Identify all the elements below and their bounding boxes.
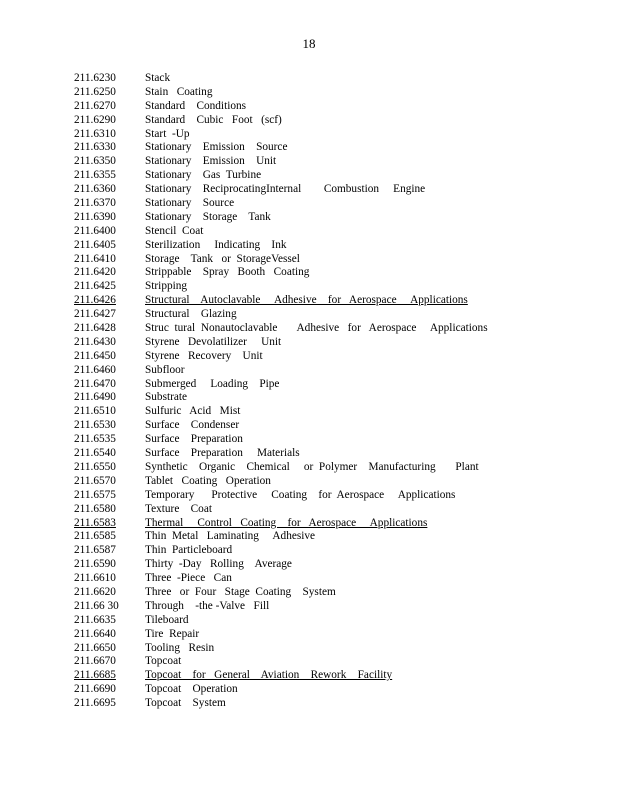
- defined-term: Substrate: [145, 391, 188, 404]
- section-number: 211.6690: [74, 683, 116, 696]
- list-item: [74, 141, 544, 155]
- section-number: 211.6405: [74, 238, 116, 251]
- defined-term: Topcoat System: [145, 697, 226, 710]
- defined-term: Stationary Source: [145, 197, 235, 210]
- defined-term: Start -Up: [145, 127, 190, 140]
- section-number: 211.6400: [74, 224, 116, 237]
- list-item: [74, 114, 544, 128]
- defined-term: Topcoat: [145, 655, 182, 668]
- list-item: [74, 391, 544, 405]
- section-number: 211.6360: [74, 183, 116, 196]
- section-number: 211.6410: [74, 252, 116, 265]
- list-item: [74, 183, 544, 197]
- list-item: [74, 558, 544, 572]
- defined-term: Styrene Recovery Unit: [145, 349, 263, 362]
- list-item: [74, 294, 544, 308]
- section-number: 211.6585: [74, 530, 116, 543]
- defined-term: Stationary Emission Source: [145, 141, 288, 154]
- list-item: [74, 239, 544, 253]
- list-item: [74, 517, 544, 531]
- list-item: [74, 280, 544, 294]
- defined-term: Stationary Storage Tank: [145, 210, 271, 223]
- section-number: 211.6635: [74, 613, 116, 626]
- list-item: [74, 336, 544, 350]
- list-item: [74, 586, 544, 600]
- defined-term: Topcoat Operation: [145, 683, 238, 696]
- section-number: 211.6695: [74, 697, 116, 710]
- list-item: [74, 405, 544, 419]
- defined-term: Topcoat for General Aviation Rework Facility: [145, 669, 393, 682]
- section-number: 211.6575: [74, 488, 116, 501]
- section-number: 211.6570: [74, 474, 116, 487]
- defined-term: Three or Four Stage Coating System: [145, 585, 336, 598]
- section-number: 211.6426: [74, 294, 116, 307]
- defined-term: Tablet Coating Operation: [145, 474, 271, 487]
- list-item: [74, 669, 544, 683]
- defined-term: Thermal Control Coating for Aerospace Applications: [145, 516, 428, 529]
- list-item: [74, 308, 544, 322]
- defined-term: Stack: [145, 72, 171, 84]
- section-number: 211.6420: [74, 266, 116, 279]
- list-item: [74, 544, 544, 558]
- defined-term: Stationary Emission Unit: [145, 155, 277, 168]
- list-item: [74, 447, 544, 461]
- defined-term: Struc tural Nonautoclavable Adhesive for Aerospace Applications: [145, 322, 488, 335]
- section-number: 211.6290: [74, 113, 116, 126]
- section-number: 211.6685: [74, 669, 116, 682]
- defined-term: Tooling Resin: [145, 641, 215, 654]
- section-number: 211.6580: [74, 502, 116, 515]
- defined-term: Thirty -Day Rolling Average: [145, 558, 292, 571]
- defined-term: Surface Condenser: [145, 419, 240, 432]
- defined-term: Through -the -Valve Fill: [145, 599, 270, 612]
- defined-term: Stencil Coat: [145, 224, 204, 237]
- list-item: [74, 614, 544, 628]
- defined-term: Styrene Devolatilizer Unit: [145, 335, 282, 348]
- list-item: [74, 433, 544, 447]
- defined-term: Tileboard: [145, 613, 189, 626]
- list-item: [74, 253, 544, 267]
- section-number: 211.6587: [74, 544, 116, 557]
- list-item: [74, 72, 544, 86]
- section-number: 211.6430: [74, 335, 116, 348]
- section-number: 211.6355: [74, 169, 116, 182]
- defined-term: Sulfuric Acid Mist: [145, 405, 241, 418]
- list-item: [74, 419, 544, 433]
- list-item: [74, 697, 544, 711]
- section-number: 211.6470: [74, 377, 116, 390]
- section-number: 211.6460: [74, 363, 116, 376]
- list-item: [74, 530, 544, 544]
- list-item: [74, 489, 544, 503]
- section-number: 211.6490: [74, 391, 116, 404]
- section-number: 211.6350: [74, 155, 116, 168]
- section-number: 211.6250: [74, 85, 116, 98]
- section-number: 211.6535: [74, 433, 116, 446]
- section-number: 211.66 30: [74, 599, 119, 612]
- list-item: [74, 655, 544, 669]
- list-item: [74, 364, 544, 378]
- list-item: [74, 128, 544, 142]
- list-item: [74, 350, 544, 364]
- defined-term: Standard Cubic Foot (scf): [145, 113, 282, 126]
- section-number: 211.6610: [74, 572, 116, 585]
- defined-term: Submerged Loading Pipe: [145, 377, 280, 390]
- section-number: 211.6425: [74, 280, 116, 293]
- defined-term: Surface Preparation: [145, 433, 243, 446]
- section-number: 211.6390: [74, 210, 116, 223]
- list-item: [74, 100, 544, 114]
- section-number: 211.6310: [74, 127, 116, 140]
- list-item: [74, 475, 544, 489]
- section-number: 211.6620: [74, 585, 116, 598]
- list-item: [74, 378, 544, 392]
- defined-term: Sterilization Indicating Ink: [145, 238, 287, 251]
- defined-term: Storage Tank or StorageVessel: [145, 252, 300, 265]
- section-number: 211.6670: [74, 655, 116, 668]
- section-number: 211.6428: [74, 322, 116, 335]
- defined-term: Subfloor: [145, 363, 185, 376]
- defined-term: Synthetic Organic Chemical or Polymer Manufacturing Plant: [145, 460, 479, 473]
- list-item: [74, 225, 544, 239]
- list-item: [74, 683, 544, 697]
- section-number: 211.6230: [74, 72, 116, 84]
- page-number: 18: [302, 36, 316, 51]
- list-item: [74, 322, 544, 336]
- section-number: 211.6530: [74, 419, 116, 432]
- list-item: [74, 461, 544, 475]
- section-number: 211.6370: [74, 197, 116, 210]
- section-number: 211.6650: [74, 641, 116, 654]
- list-item: [74, 600, 544, 614]
- defined-term: Stationary ReciprocatingInternal Combustion Engine: [145, 183, 426, 196]
- section-number: 211.6450: [74, 349, 116, 362]
- section-number: 211.6550: [74, 460, 116, 473]
- list-item: [74, 211, 544, 225]
- section-number: 211.6540: [74, 447, 116, 460]
- section-number: 211.6427: [74, 308, 116, 321]
- defined-term: Standard Conditions: [145, 99, 247, 112]
- list-item: [74, 197, 544, 211]
- list-item: [74, 572, 544, 586]
- defined-term: Texture Coat: [145, 502, 212, 515]
- defined-term: Structural Autoclavable Adhesive for Aerospace Applications: [145, 294, 468, 307]
- defined-term: Temporary Protective Coating for Aerospace Applications: [145, 488, 456, 501]
- defined-term: Strippable Spray Booth Coating: [145, 266, 310, 279]
- defined-term: Thin Particleboard: [145, 544, 233, 557]
- section-number: 211.6583: [74, 516, 116, 529]
- defined-term: Stain Coating: [145, 85, 213, 98]
- defined-term: Stationary Gas Turbine: [145, 169, 262, 182]
- list-item: [74, 155, 544, 169]
- list-item: [74, 86, 544, 100]
- section-number: 211.6510: [74, 405, 116, 418]
- section-number: 211.6590: [74, 558, 116, 571]
- defined-term: Surface Preparation Materials: [145, 447, 300, 460]
- defined-term: Three -Piece Can: [145, 572, 232, 585]
- list-item: [74, 169, 544, 183]
- list-item: [74, 266, 544, 280]
- list-item: [74, 628, 544, 642]
- defined-term: Thin Metal Laminating Adhesive: [145, 530, 316, 543]
- defined-term: Tire Repair: [145, 627, 200, 640]
- section-number: 211.6640: [74, 627, 116, 640]
- list-item: [74, 503, 544, 517]
- definitions-list: [74, 72, 544, 711]
- section-number: 211.6270: [74, 99, 116, 112]
- section-number: 211.6330: [74, 141, 116, 154]
- defined-term: Stripping: [145, 280, 188, 293]
- list-item: [74, 642, 544, 656]
- defined-term: Structural Glazing: [145, 308, 237, 321]
